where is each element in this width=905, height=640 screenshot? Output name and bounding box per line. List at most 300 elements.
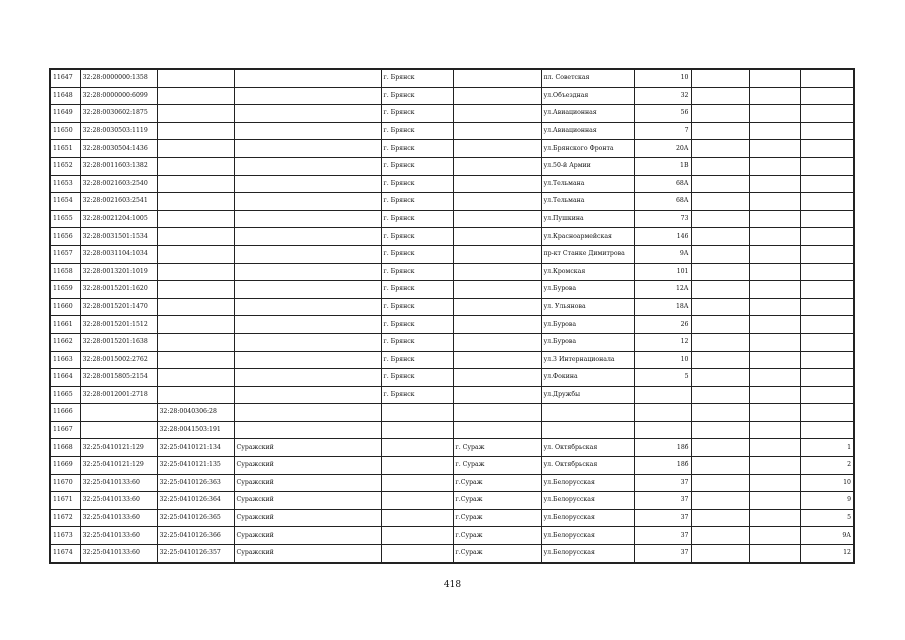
cell-object-number — [157, 69, 234, 87]
cell-city: г. Брянск — [381, 281, 453, 299]
cell-object-number — [157, 263, 234, 281]
cell-object-number — [157, 369, 234, 387]
cell-building — [691, 69, 749, 87]
cell-structure — [749, 193, 800, 211]
cell-object-number: 32:28:0041503:191 — [157, 421, 234, 439]
table-row — [50, 245, 854, 263]
cell-house: 20А — [634, 140, 691, 158]
cell-street: ул.Фокина — [541, 369, 634, 387]
cell-object-number — [157, 122, 234, 140]
cell-street: ул.Белорусская — [541, 545, 634, 563]
cell-building — [691, 527, 749, 545]
cell-structure — [749, 210, 800, 228]
cell-row-number: 11664 — [50, 369, 80, 387]
cell-house: 37 — [634, 492, 691, 510]
cell-apartment — [800, 351, 854, 369]
cell-house: 68А — [634, 193, 691, 211]
cell-row-number: 11650 — [50, 122, 80, 140]
cell-building — [691, 210, 749, 228]
page-number: 418 — [443, 580, 462, 590]
cell-apartment — [800, 386, 854, 404]
cell-cadastral-number: 32:28:0015201:1512 — [80, 316, 157, 334]
cell-house: 18б — [634, 439, 691, 457]
table-row — [50, 369, 854, 387]
cell-city: г. Брянск — [381, 316, 453, 334]
cell-row-number: 11672 — [50, 509, 80, 527]
cell-city: г. Брянск — [381, 157, 453, 175]
table-row — [50, 69, 854, 87]
cell-building — [691, 157, 749, 175]
cell-house: 73 — [634, 210, 691, 228]
table-row — [50, 421, 854, 439]
cell-object-number: 32:25:0410121:134 — [157, 439, 234, 457]
cell-cadastral-number: 32:28:0015201:1470 — [80, 298, 157, 316]
cell-building — [691, 333, 749, 351]
cell-cadastral-number: 32:25:0410133:60 — [80, 509, 157, 527]
cell-structure — [749, 351, 800, 369]
cell-district — [234, 210, 381, 228]
cell-settlement — [453, 351, 541, 369]
cell-street: ул.Белорусская — [541, 492, 634, 510]
cell-cadastral-number: 32:25:0410133:60 — [80, 527, 157, 545]
cell-structure — [749, 439, 800, 457]
cell-street: ул. Октябрьская — [541, 439, 634, 457]
cell-street: ул.Тельмана — [541, 175, 634, 193]
cell-street: ул.Красноармейская — [541, 228, 634, 246]
cell-structure — [749, 457, 800, 475]
cell-settlement: г. Сураж — [453, 457, 541, 475]
cell-building — [691, 386, 749, 404]
cell-settlement — [453, 175, 541, 193]
cell-structure — [749, 545, 800, 563]
cell-row-number: 11658 — [50, 263, 80, 281]
cell-building — [691, 351, 749, 369]
cell-district — [234, 69, 381, 87]
cell-row-number: 11673 — [50, 527, 80, 545]
cell-building — [691, 281, 749, 299]
cell-object-number — [157, 175, 234, 193]
cell-district — [234, 105, 381, 123]
cell-cadastral-number: 32:28:0031104:1034 — [80, 245, 157, 263]
cell-object-number — [157, 210, 234, 228]
cell-structure — [749, 69, 800, 87]
cell-district — [234, 421, 381, 439]
cell-district — [234, 281, 381, 299]
cell-house: 146 — [634, 228, 691, 246]
cell-settlement — [453, 281, 541, 299]
cell-object-number: 32:25:0410126:357 — [157, 545, 234, 563]
cell-apartment — [800, 316, 854, 334]
cell-row-number: 11655 — [50, 210, 80, 228]
cell-district: Суражский — [234, 439, 381, 457]
table-row — [50, 157, 854, 175]
cell-settlement — [453, 369, 541, 387]
table-row — [50, 527, 854, 545]
cell-row-number: 11671 — [50, 492, 80, 510]
cell-city: г. Брянск — [381, 351, 453, 369]
cell-row-number: 11665 — [50, 386, 80, 404]
cell-structure — [749, 245, 800, 263]
cell-settlement — [453, 122, 541, 140]
cell-structure — [749, 157, 800, 175]
cell-house: 68А — [634, 175, 691, 193]
cell-settlement: г.Сураж — [453, 474, 541, 492]
cell-settlement — [453, 228, 541, 246]
cell-apartment — [800, 333, 854, 351]
cell-structure — [749, 87, 800, 105]
cell-building — [691, 122, 749, 140]
cell-structure — [749, 386, 800, 404]
cell-settlement: г.Сураж — [453, 545, 541, 563]
table-row — [50, 316, 854, 334]
cell-city: г. Брянск — [381, 140, 453, 158]
cell-house: 56 — [634, 105, 691, 123]
cell-apartment — [800, 298, 854, 316]
cell-apartment — [800, 245, 854, 263]
cell-object-number: 32:25:0410121:135 — [157, 457, 234, 475]
cell-building — [691, 369, 749, 387]
cell-street: ул.Бурова — [541, 316, 634, 334]
table-row — [50, 87, 854, 105]
cell-street: пр-кт Станке Димитрова — [541, 245, 634, 263]
cell-structure — [749, 492, 800, 510]
table-row — [50, 105, 854, 123]
cell-object-number — [157, 157, 234, 175]
table-row — [50, 175, 854, 193]
cell-structure — [749, 369, 800, 387]
register-table — [49, 68, 855, 564]
cell-settlement — [453, 316, 541, 334]
cell-district — [234, 369, 381, 387]
table-row — [50, 333, 854, 351]
cell-apartment: 1 — [800, 439, 854, 457]
cell-city — [381, 439, 453, 457]
cell-row-number: 11659 — [50, 281, 80, 299]
cell-city: г. Брянск — [381, 263, 453, 281]
cell-settlement: г.Сураж — [453, 492, 541, 510]
cell-building — [691, 245, 749, 263]
table-row — [50, 210, 854, 228]
cell-street: ул.Пушкина — [541, 210, 634, 228]
cell-house — [634, 421, 691, 439]
cell-city: г. Брянск — [381, 69, 453, 87]
cell-cadastral-number: 32:28:0030503:1119 — [80, 122, 157, 140]
cell-building — [691, 193, 749, 211]
cell-city — [381, 527, 453, 545]
cell-district — [234, 263, 381, 281]
cell-building — [691, 421, 749, 439]
cell-city — [381, 545, 453, 563]
cell-building — [691, 175, 749, 193]
cell-house: 7 — [634, 122, 691, 140]
cell-row-number: 11654 — [50, 193, 80, 211]
cell-house: 18б — [634, 457, 691, 475]
table-row — [50, 439, 854, 457]
cell-object-number — [157, 228, 234, 246]
cell-cadastral-number: 32:28:0013201:1019 — [80, 263, 157, 281]
cell-city: г. Брянск — [381, 105, 453, 123]
table-row — [50, 140, 854, 158]
cell-row-number: 11657 — [50, 245, 80, 263]
cell-house: 12А — [634, 281, 691, 299]
cell-apartment: 12 — [800, 545, 854, 563]
table-row — [50, 386, 854, 404]
cell-street: ул. Октябрьская — [541, 457, 634, 475]
cell-district — [234, 140, 381, 158]
cell-district: Суражский — [234, 457, 381, 475]
cell-cadastral-number: 32:28:0015201:1638 — [80, 333, 157, 351]
cell-district: Суражский — [234, 545, 381, 563]
cell-cadastral-number: 32:25:0410121:129 — [80, 457, 157, 475]
cell-city — [381, 457, 453, 475]
cell-house: 26 — [634, 316, 691, 334]
cell-building — [691, 105, 749, 123]
cell-object-number — [157, 386, 234, 404]
cell-row-number: 11663 — [50, 351, 80, 369]
cell-district: Суражский — [234, 492, 381, 510]
table-row — [50, 492, 854, 510]
cell-street: ул. Ульянова — [541, 298, 634, 316]
cell-house — [634, 404, 691, 422]
cell-district — [234, 333, 381, 351]
cell-street — [541, 421, 634, 439]
cell-district — [234, 175, 381, 193]
cell-row-number: 11669 — [50, 457, 80, 475]
cell-house: 37 — [634, 474, 691, 492]
cell-cadastral-number: 32:28:0015201:1620 — [80, 281, 157, 299]
cell-settlement — [453, 105, 541, 123]
table-row — [50, 457, 854, 475]
cell-settlement — [453, 140, 541, 158]
cell-settlement — [453, 386, 541, 404]
cell-building — [691, 404, 749, 422]
cell-cadastral-number: 32:28:0015805:2154 — [80, 369, 157, 387]
cell-house: 18А — [634, 298, 691, 316]
cell-apartment — [800, 69, 854, 87]
cell-structure — [749, 281, 800, 299]
cell-apartment: 9А — [800, 527, 854, 545]
cell-structure — [749, 421, 800, 439]
table-row — [50, 263, 854, 281]
cell-cadastral-number: 32:28:0031501:1534 — [80, 228, 157, 246]
cell-street: ул.Белорусская — [541, 527, 634, 545]
cell-object-number: 32:28:0040306:28 — [157, 404, 234, 422]
table-row — [50, 509, 854, 527]
cell-row-number: 11662 — [50, 333, 80, 351]
cell-street: ул.Белорусская — [541, 509, 634, 527]
cell-cadastral-number: 32:28:0012001:2718 — [80, 386, 157, 404]
cell-house: 12 — [634, 333, 691, 351]
cell-settlement — [453, 245, 541, 263]
cell-cadastral-number — [80, 421, 157, 439]
cell-cadastral-number — [80, 404, 157, 422]
cell-district — [234, 404, 381, 422]
cell-district — [234, 351, 381, 369]
cell-cadastral-number: 32:28:0011603:1382 — [80, 157, 157, 175]
cell-street: ул.Объездная — [541, 87, 634, 105]
cell-house: 10 — [634, 69, 691, 87]
cell-building — [691, 457, 749, 475]
cell-city: г. Брянск — [381, 245, 453, 263]
table-row — [50, 228, 854, 246]
cell-structure — [749, 509, 800, 527]
cell-settlement — [453, 193, 541, 211]
cell-city — [381, 509, 453, 527]
cell-structure — [749, 122, 800, 140]
cell-district — [234, 193, 381, 211]
cell-district — [234, 386, 381, 404]
cell-row-number: 11666 — [50, 404, 80, 422]
table-row — [50, 281, 854, 299]
cell-object-number: 32:25:0410126:366 — [157, 527, 234, 545]
cell-apartment — [800, 87, 854, 105]
cell-settlement — [453, 333, 541, 351]
cell-settlement — [453, 404, 541, 422]
cell-building — [691, 439, 749, 457]
cell-building — [691, 509, 749, 527]
cell-object-number: 32:25:0410126:365 — [157, 509, 234, 527]
cell-street: ул.Авиационная — [541, 105, 634, 123]
cell-settlement: г. Сураж — [453, 439, 541, 457]
cell-apartment — [800, 157, 854, 175]
cell-apartment — [800, 210, 854, 228]
cell-object-number — [157, 87, 234, 105]
cell-city: г. Брянск — [381, 175, 453, 193]
cell-row-number: 11667 — [50, 421, 80, 439]
cell-apartment — [800, 140, 854, 158]
cell-structure — [749, 333, 800, 351]
cell-row-number: 11649 — [50, 105, 80, 123]
cell-object-number — [157, 316, 234, 334]
cell-street: ул.Кромская — [541, 263, 634, 281]
cell-street: ул.Бурова — [541, 333, 634, 351]
cell-house: 37 — [634, 509, 691, 527]
cell-row-number: 11668 — [50, 439, 80, 457]
cell-row-number: 11656 — [50, 228, 80, 246]
cell-cadastral-number: 32:25:0410133:60 — [80, 474, 157, 492]
cell-house: 9А — [634, 245, 691, 263]
cell-street: ул.Белорусская — [541, 474, 634, 492]
cell-cadastral-number: 32:25:0410121:129 — [80, 439, 157, 457]
cell-city: г. Брянск — [381, 210, 453, 228]
cell-object-number — [157, 351, 234, 369]
cell-cadastral-number: 32:28:0021204:1005 — [80, 210, 157, 228]
cell-street: ул.3 Интернационала — [541, 351, 634, 369]
cell-street: ул.Авиационная — [541, 122, 634, 140]
table-row — [50, 193, 854, 211]
cell-apartment — [800, 105, 854, 123]
cell-cadastral-number: 32:28:0030602:1875 — [80, 105, 157, 123]
table-row — [50, 474, 854, 492]
cell-building — [691, 474, 749, 492]
cell-street: пл. Советская — [541, 69, 634, 87]
cell-district: Суражский — [234, 509, 381, 527]
cell-object-number — [157, 245, 234, 263]
cell-street: ул.Брянского Фронта — [541, 140, 634, 158]
cell-district — [234, 316, 381, 334]
cell-cadastral-number: 32:28:0000000:1358 — [80, 69, 157, 87]
cell-structure — [749, 474, 800, 492]
cell-apartment — [800, 228, 854, 246]
cell-house: 5 — [634, 369, 691, 387]
cell-apartment: 9 — [800, 492, 854, 510]
cell-cadastral-number: 32:28:0015002:2762 — [80, 351, 157, 369]
cell-row-number: 11674 — [50, 545, 80, 563]
cell-city: г. Брянск — [381, 193, 453, 211]
cell-object-number: 32:25:0410126:363 — [157, 474, 234, 492]
cell-object-number — [157, 298, 234, 316]
cell-cadastral-number: 32:28:0021603:2540 — [80, 175, 157, 193]
cell-apartment — [800, 281, 854, 299]
cell-object-number — [157, 281, 234, 299]
cell-city: г. Брянск — [381, 298, 453, 316]
cell-district — [234, 298, 381, 316]
cell-street: ул.Дружбы — [541, 386, 634, 404]
table-row — [50, 404, 854, 422]
cell-house: 10 — [634, 351, 691, 369]
cell-cadastral-number: 32:25:0410133:60 — [80, 545, 157, 563]
cell-district — [234, 157, 381, 175]
cell-building — [691, 492, 749, 510]
cell-city: г. Брянск — [381, 386, 453, 404]
cell-building — [691, 298, 749, 316]
cell-apartment: 5 — [800, 509, 854, 527]
cell-apartment — [800, 404, 854, 422]
cell-object-number — [157, 333, 234, 351]
cell-apartment — [800, 263, 854, 281]
cell-building — [691, 228, 749, 246]
cell-settlement — [453, 421, 541, 439]
cell-object-number — [157, 105, 234, 123]
cell-object-number — [157, 140, 234, 158]
cell-building — [691, 87, 749, 105]
cell-structure — [749, 140, 800, 158]
cell-house: 37 — [634, 527, 691, 545]
cell-district — [234, 228, 381, 246]
cell-apartment — [800, 421, 854, 439]
cell-settlement: г.Сураж — [453, 527, 541, 545]
cell-cadastral-number: 32:25:0410133:60 — [80, 492, 157, 510]
cell-row-number: 11653 — [50, 175, 80, 193]
cell-row-number: 11647 — [50, 69, 80, 87]
cell-settlement — [453, 69, 541, 87]
table-row — [50, 122, 854, 140]
cell-house: 101 — [634, 263, 691, 281]
cell-building — [691, 545, 749, 563]
cell-city: г. Брянск — [381, 228, 453, 246]
cell-settlement — [453, 157, 541, 175]
cell-cadastral-number: 32:28:0030504:1436 — [80, 140, 157, 158]
cell-street: ул.Бурова — [541, 281, 634, 299]
cell-structure — [749, 527, 800, 545]
cell-structure — [749, 105, 800, 123]
cell-building — [691, 263, 749, 281]
cell-apartment — [800, 369, 854, 387]
cell-apartment: 2 — [800, 457, 854, 475]
cell-apartment — [800, 122, 854, 140]
table-row — [50, 298, 854, 316]
cell-house: 37 — [634, 545, 691, 563]
cell-apartment: 10 — [800, 474, 854, 492]
cell-district — [234, 245, 381, 263]
cell-settlement — [453, 298, 541, 316]
cell-building — [691, 316, 749, 334]
cell-structure — [749, 228, 800, 246]
cell-cadastral-number: 32:28:0021603:2541 — [80, 193, 157, 211]
cell-settlement — [453, 210, 541, 228]
cell-city — [381, 404, 453, 422]
cell-city: г. Брянск — [381, 122, 453, 140]
